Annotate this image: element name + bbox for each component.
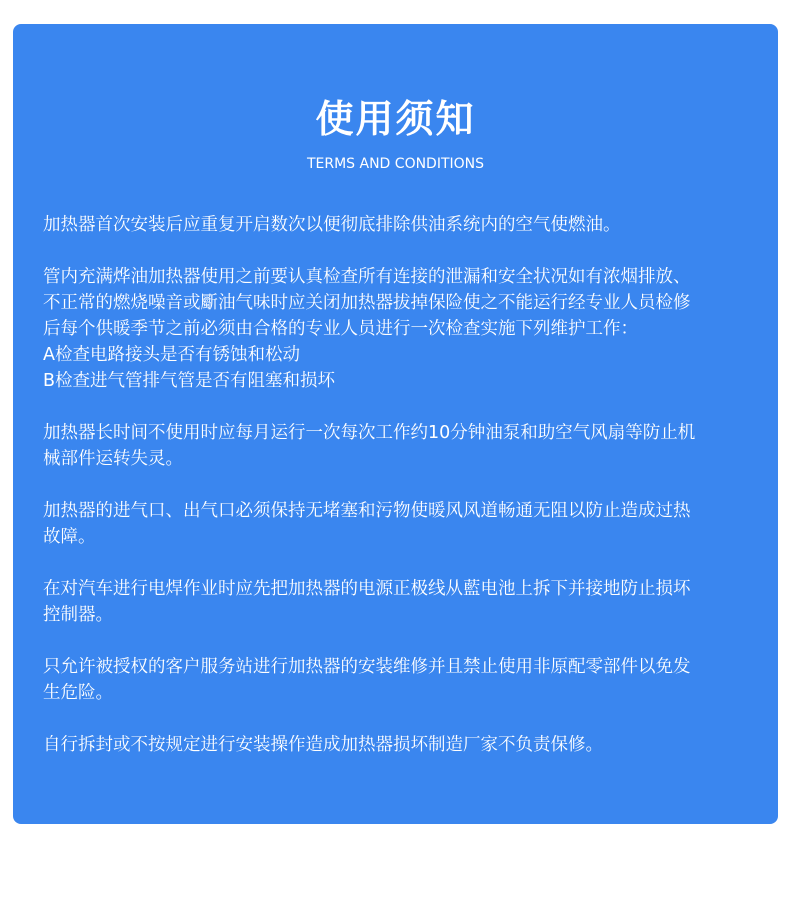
terms-card [13,24,778,824]
page-subtitle: TERMS AND CONDITIONS [306,156,485,172]
paragraph-authorized-service [43,654,773,706]
paragraph-line: 在对汽车进行电焊作业时应先把加热器的电源正极线从藍电池上拆下并接地防止损坏 [43,579,691,599]
paragraph-air-inlet [43,498,773,550]
paragraph-line: A检查电路接头是否有锈蚀和松动 [43,345,300,365]
paragraph-line: B检查进气管排气管是否有阻塞和损坏 [43,371,336,391]
paragraph-monthly-run [43,420,773,472]
paragraph-line: 控制器。 [43,605,113,625]
paragraph-line: 生危险。 [43,683,113,703]
paragraph-line: 加热器长时间不使用时应每月运行一次每次工作约10分钟油泵和助空气风扇等防止机 [43,423,696,443]
paragraph-line: 故障。 [43,527,96,547]
paragraph-line: 后每个供暖季节之前必须由合格的专业人员进行一次检查实施下列维护工作： [43,319,638,339]
page-title: 使用须知 [315,97,476,141]
paragraph-first-install [43,212,773,238]
paragraph-warranty [43,732,773,758]
paragraph-line: 加热器的进气口、出气口必须保持无堵塞和污物使暖风风道畅通无阻以防止造成过热 [43,501,691,521]
paragraph-line: 加热器首次安装后应重复开启数次以便彻底排除供油系统内的空气使燃油。 [43,215,621,235]
paragraph-line: 只允许被授权的客户服务站进行加热器的安装维修并且禁止使用非原配零部件以免发 [43,657,691,677]
paragraph-line: 不正常的燃烧噪音或斸油气味时应关闭加热器拔掉保险使之不能运行经专业人员检修 [43,293,691,313]
terms-body [43,212,773,784]
paragraph-safety-check [43,264,773,394]
paragraph-line: 自行拆封或不按规定进行安装操作造成加热器损坏制造厂家不负责保修。 [43,735,603,755]
paragraph-line: 械部件运转失灵。 [43,449,183,469]
paragraph-line: 管内充满烨油加热器使用之前要认真检查所有连接的泄漏和安全状况如有浓烟排放、 [43,267,691,287]
paragraph-welding [43,576,773,628]
